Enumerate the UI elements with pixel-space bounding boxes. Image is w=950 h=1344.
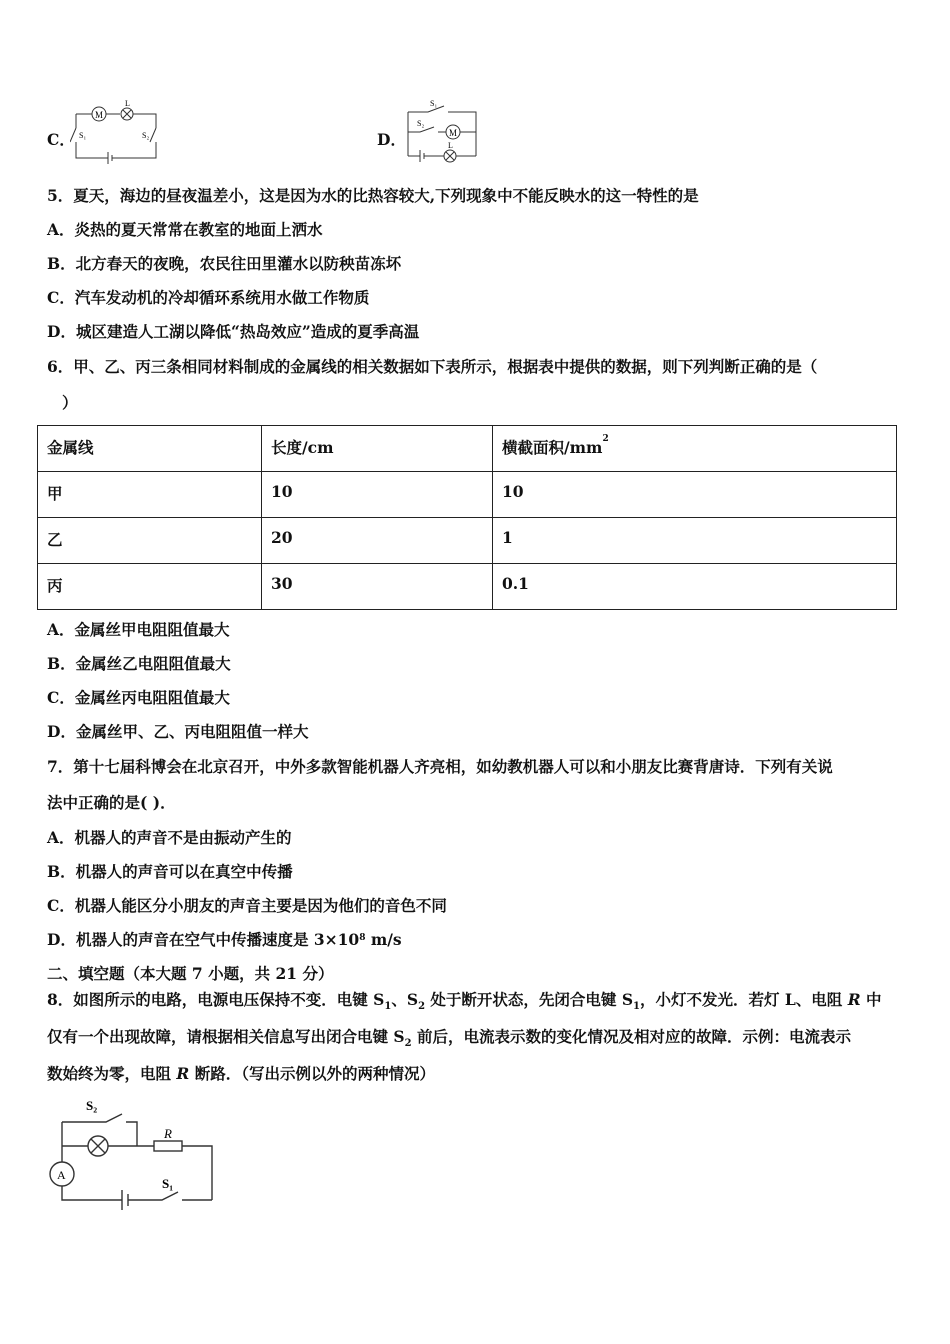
switch2-label-c: S₂ bbox=[142, 131, 150, 140]
switch2-label-d: S₂ bbox=[417, 119, 425, 128]
cell-wire: 甲 bbox=[38, 472, 262, 518]
q5-option-a: A．炎热的夏天常常在教室的地面上洒水 bbox=[47, 220, 323, 239]
q6-stem-end: ） bbox=[62, 393, 78, 412]
cell-length: 30 bbox=[262, 564, 493, 610]
q6-stem: 6．甲、乙、丙三条相同材料制成的金属线的相关数据如下表所示，根据表中提供的数据，则下列判断正确的是（ bbox=[47, 357, 818, 376]
section-heading: 二、填空题（本大题 7 小题，共 21 分） bbox=[47, 964, 334, 983]
header-wire: 金属线 bbox=[38, 426, 262, 472]
header-area: 横截面积$/mm^2$ bbox=[493, 426, 897, 472]
circuit-diagram-d bbox=[400, 98, 482, 168]
q5-option-d: D．城区建造人工湖以降低“热岛效应”造成的夏季高温 bbox=[47, 322, 420, 341]
q6-option-a: A．金属丝甲电阻阻值最大 bbox=[47, 620, 230, 639]
header-length: 长度/cm bbox=[262, 426, 493, 472]
q7-option-c: C．机器人能区分小朋友的声音主要是因为他们的音色不同 bbox=[47, 896, 447, 915]
cell-wire: 丙 bbox=[38, 564, 262, 610]
q8-line1: 8．如图所示的电路，电源电压保持不变．电键 $S_1$、$S_2$ 处于断开状态，先闭合电键 $S_1$，小灯不发光．若灯 L、电阻 R 中 bbox=[47, 990, 882, 1013]
cell-area: 0.1 bbox=[493, 564, 897, 610]
table-row bbox=[38, 518, 897, 564]
q7-option-b: B．机器人的声音可以在真空中传播 bbox=[47, 862, 293, 881]
motor-label-c: M bbox=[95, 110, 104, 120]
lamp-label-c: L bbox=[125, 99, 130, 108]
q7-option-d: D．机器人的声音在空气中传播速度是 $3\times 10^8$ m/s bbox=[47, 930, 402, 949]
cell-area: 1 bbox=[493, 518, 897, 564]
q5-option-b: B．北方春天的夜晚，农民往田里灌水以防秧苗冻坏 bbox=[47, 254, 402, 273]
q6-option-c: C．金属丝丙电阻阻值最大 bbox=[47, 688, 230, 707]
switch1-label-d: S₁ bbox=[430, 99, 438, 108]
cell-length: 20 bbox=[262, 518, 493, 564]
cell-length: 10 bbox=[262, 472, 493, 518]
option-c-label: C． bbox=[47, 130, 75, 149]
wire-data-table bbox=[37, 425, 897, 610]
q6-option-b: B．金属丝乙电阻阻值最大 bbox=[47, 654, 231, 673]
q7-stem: 7．第十七届科博会在北京召开，中外多款智能机器人齐亮相，如幼教机器人可以和小朋友比赛背唐诗．下列有关说 bbox=[47, 757, 833, 776]
switch1-label-q8: S₁ bbox=[162, 1176, 174, 1191]
q5-option-c: C．汽车发动机的冷却循环系统用水做工作物质 bbox=[47, 288, 370, 307]
table-row bbox=[38, 564, 897, 610]
switch2-label-q8: S₂ bbox=[86, 1098, 98, 1113]
q5-stem: 5．夏天，海边的昼夜温差小，这是因为水的比热容较大,下列现象中不能反映水的这一特性的是 bbox=[47, 186, 699, 205]
ammeter-label-q8: A bbox=[57, 1168, 66, 1182]
resistor-label-q8: R bbox=[164, 1126, 172, 1141]
q6-option-d: D．金属丝甲、乙、丙电阻阻值一样大 bbox=[47, 722, 309, 741]
q7-stem-cont: 法中正确的是( )． bbox=[47, 793, 176, 812]
q8-line2: 仅有一个出现故障，请根据相关信息写出闭合电键 $S_2$ 前后，电流表示数的变化情况及相对应的故障．示例：电流表示 bbox=[47, 1027, 851, 1050]
q7-option-a: A．机器人的声音不是由振动产生的 bbox=[47, 828, 292, 847]
q8-line3: 数始终为零，电阻 R 断路．（写出示例以外的两种情况） bbox=[47, 1064, 435, 1083]
option-d-label: D． bbox=[377, 130, 406, 149]
circuit-diagram-c bbox=[70, 98, 162, 166]
motor-label-d: M bbox=[449, 128, 458, 138]
circuit-diagram-q8 bbox=[44, 1094, 224, 1214]
cell-wire: 乙 bbox=[38, 518, 262, 564]
switch1-label-c: S₁ bbox=[79, 131, 87, 140]
cell-area: 10 bbox=[493, 472, 897, 518]
table-row bbox=[38, 472, 897, 518]
table-header-row bbox=[38, 426, 897, 472]
lamp-label-d: L bbox=[448, 141, 453, 150]
